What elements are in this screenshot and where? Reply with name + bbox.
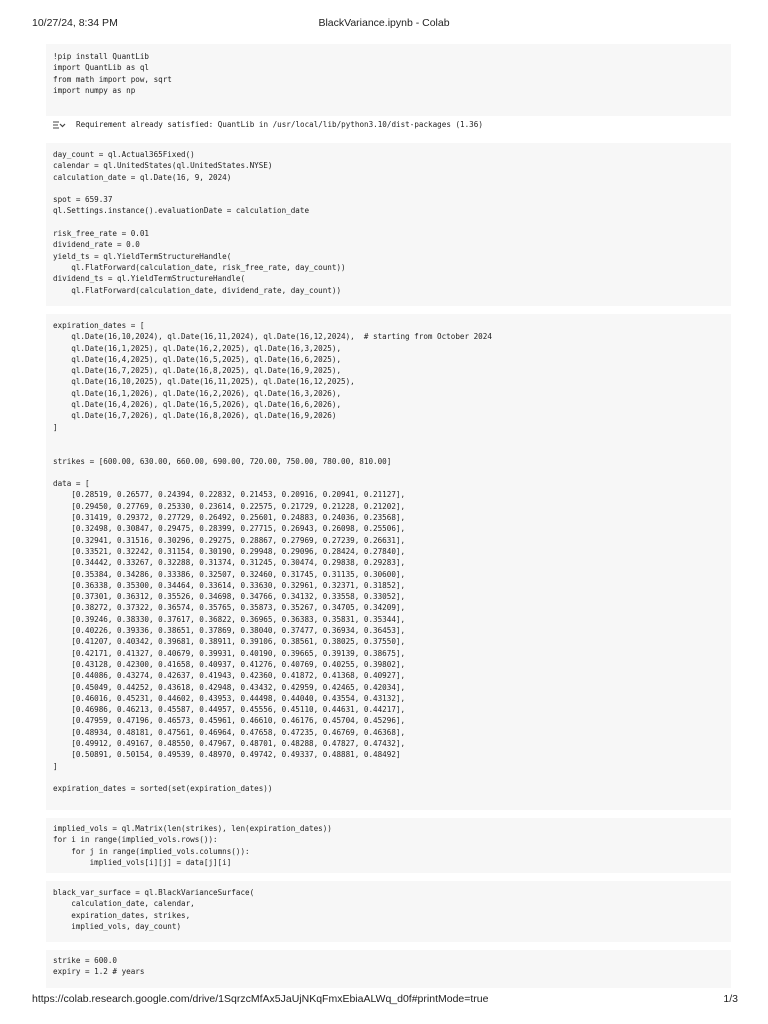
output-toggle-icon[interactable] xyxy=(52,120,68,130)
cell-output xyxy=(52,120,732,130)
code-cell-source: black_var_surface = ql.BlackVarianceSurface( calculation_date, calendar, expiration_dates, strikes, implied_vols, day_count) xyxy=(53,888,255,931)
notebook-title: BlackVariance.ipynb - Colab xyxy=(318,17,450,29)
page-number: 1/3 xyxy=(723,993,738,1005)
code-cell-install[interactable] xyxy=(46,44,731,116)
page-url: https://colab.research.google.com/drive/1SqrzcMfAx5JaUjNKqFmxEbiaALWq_d0f#printMode=true xyxy=(32,993,489,1005)
code-cell-source: day_count = ql.Actual365Fixed() calendar = ql.UnitedStates(ql.UnitedStates.NYSE) calculation_date = ql.Date(16, 9, 2024) spot = 659.37 ql.Settings.instance().evaluationDate = calculation_date risk_free_rate = 0.01 dividend_rate = 0.0 yield_ts = ql.YieldTermStructureHandle( ql.FlatForward(calculation_date, risk_free_rate, day_count)) dividend_ts = ql.YieldTermStructureHandle( ql.FlatForward(calculation_date, dividend_rate, day_count)) xyxy=(53,150,346,295)
output-text: Requirement already satisfied: QuantLib in /usr/local/lib/python3.10/dist-packages (1.36) xyxy=(76,120,483,129)
code-cell-params[interactable] xyxy=(46,950,731,988)
code-cell-source: strike = 600.0 expiry = 1.2 # years xyxy=(53,956,145,977)
code-cell-setup[interactable] xyxy=(46,143,731,306)
code-cell-data[interactable] xyxy=(46,314,731,810)
code-cell-source: expiration_dates = [ ql.Date(16,10,2024), ql.Date(16,11,2024), ql.Date(16,12,2024), # starting from October 2024 ql.Date(16,1,2025), ql.Date(16,2,2025), ql.Date(16,3,2025), ql.Date(16,4,2025), ql.Date(16,5,2025), ql.Date(16,6,2025), ql.Date(16,7,2025), ql.Date(16,8,2025), ql.Date(16,9,2025), ql.Date(16,10,2025), ql.Date(16,11,2025), ql.Date(16,12,2025), ql.Date(16,1,2026), ql.Date(16,2,2026), ql.Date(16,3,2026), ql.Date(16,4,2026), ql.Date(16,5,2026), ql.Date(16,6,2026), ql.Date(16,7,2026), ql.Date(16,8,2026), ql.Date(16,9,2026) ] strikes = [600.00, 630.00, 660.00, 690.00, 720.00, 750.00, 780.00, 810.00] data = [ [0.28519, 0.26577, 0.24394, 0.22832, 0.21453, 0.20916, 0.20941, 0.21127], [0.29450, 0.27769, 0.25330, 0.23614, 0.22575, 0.21729, 0.21228, 0.21202], [0.31419, 0.29372, 0.27729, 0.26492, 0.25601, 0.24883, 0.24036, 0.23568], [0.32498, 0.30847, 0.29475, 0.28399, 0.27715, 0.26943, 0.26098, 0.25506], [0.32941, 0.31516, 0.30296, 0.29275, 0.28867, 0.27969, 0.27239, 0.26631], [0.33521, 0.32242, 0.31154, 0.30190, 0.29948, 0.29096, 0.28424, 0.27840], [0.34442, 0.33267, 0.32288, 0.31374, 0.31245, 0.30474, 0.29838, 0.29283], [0.35384, 0.34286, 0.33386, 0.32507, 0.32460, 0.31745, 0.31135, 0.30600], [0.36338, 0.35300, 0.34464, 0.33614, 0.33630, 0.32961, 0.32371, 0.31852], [0.37301, 0.36312, 0.35526, 0.34698, 0.34766, 0.34132, 0.33558, 0.33052], [0.38272, 0.37322, 0.36574, 0.35765, 0.35873, 0.35267, 0.34705, 0.34209], [0.39246, 0.38330, 0.37617, 0.36822, 0.36965, 0.36383, 0.35831, 0.35344], [0.40226, 0.39336, 0.38651, 0.37869, 0.38040, 0.37477, 0.36934, 0.36453], [0.41207, 0.40342, 0.39681, 0.38911, 0.39106, 0.38561, 0.38025, 0.37550], [0.42171, 0.41327, 0.40679, 0.39931, 0.40190, 0.39665, 0.39139, 0.38675], [0.43128, 0.42300, 0.41658, 0.40937, 0.41276, 0.40769, 0.40255, 0.39802], [0.44086, 0.43274, 0.42637, 0.41943, 0.42360, 0.41872, 0.41368, 0.40927], [0.45049, 0.44252, 0.43618, 0.42948, 0.43432, 0.42959, 0.42465, 0.42034], [0.46016, 0.45231, 0.44602, 0.43953, 0.44498, 0.44040, 0.43554, 0.43132], [0.46986, 0.46213, 0.45587, 0.44957, 0.45556, 0.45110, 0.44631, 0.44217], [0.47959, 0.47196, 0.46573, 0.45961, 0.46610, 0.46176, 0.45704, 0.45296], [0.48934, 0.48181, 0.47561, 0.46964, 0.47658, 0.47235, 0.46769, 0.46368], [0.49912, 0.49167, 0.48550, 0.47967, 0.48701, 0.48288, 0.47827, 0.47432], [0.50891, 0.50154, 0.49539, 0.48970, 0.49742, 0.49337, 0.48881, 0.48492] ] expiration_dates = sorted(set(expiration_dates)) xyxy=(53,321,492,794)
print-header xyxy=(0,0,768,30)
code-cell-source: implied_vols = ql.Matrix(len(strikes), len(expiration_dates)) for i in range(implied_vols.rows()): for j in range(implied_vols.columns()): implied_vols[i][j] = data[j][i] xyxy=(53,824,332,867)
code-cell-source: !pip install QuantLib import QuantLib as ql from math import pow, sqrt import numpy as np xyxy=(53,52,172,95)
print-datetime: 10/27/24, 8:34 PM xyxy=(32,17,118,29)
code-cell-matrix[interactable] xyxy=(46,818,731,873)
code-cell-surface[interactable] xyxy=(46,881,731,942)
